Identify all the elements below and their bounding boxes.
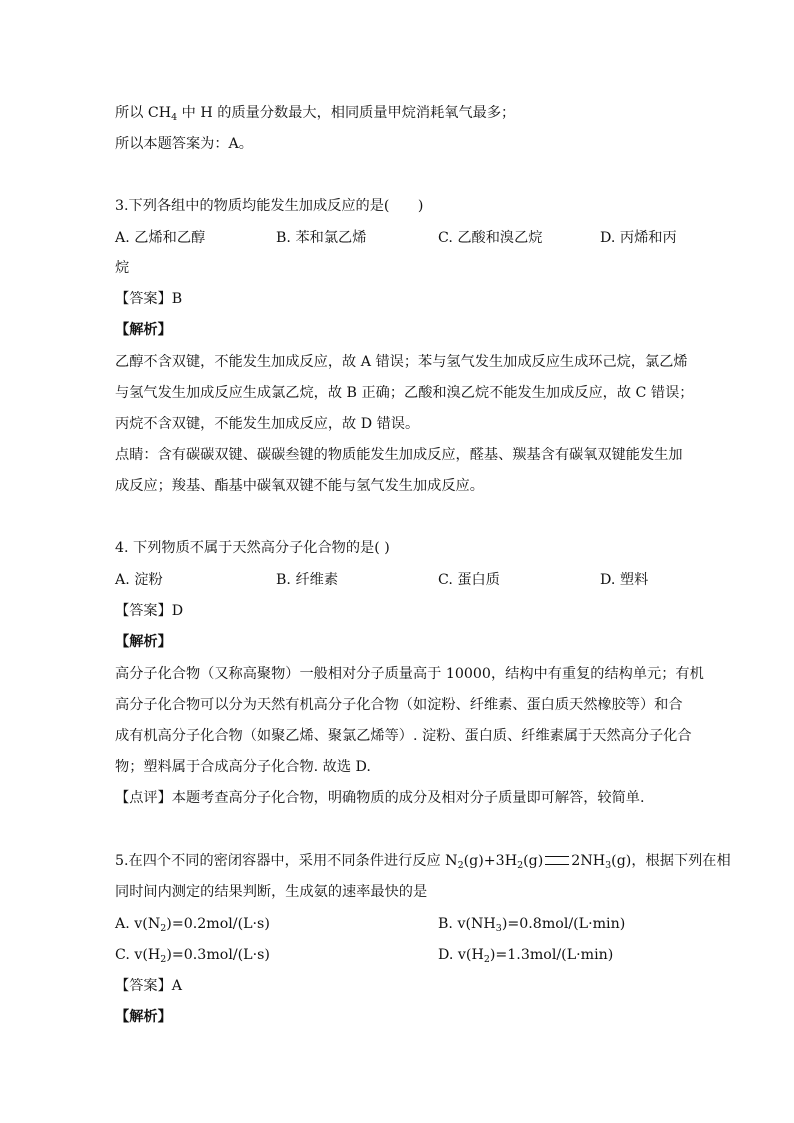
q3-option-d: D. 丙烯和丙 — [600, 230, 677, 246]
q3-option-c: C. 乙酸和溴乙烷 — [438, 230, 543, 246]
q4-analysis-label: 【解析】 — [115, 634, 172, 650]
q5-option-a: A. $v(N_2)=0.2mol/(L\cdot s)$ — [115, 916, 270, 934]
q4-answer: 【答案】D — [115, 603, 184, 619]
q5-option-b: B. $v(NH_3)=0.8mol/(L\cdot\min)$ — [438, 916, 626, 934]
q3-option-d-wrap: 烷 — [115, 260, 130, 276]
subscript: 2 — [483, 954, 490, 965]
subscript: 2 — [517, 860, 524, 871]
intro-text: 所以 CH — [115, 105, 172, 121]
q3-option-b: B. 苯和氯乙烯 — [276, 230, 367, 246]
q5-analysis-label: 【解析】 — [115, 1009, 172, 1025]
stem-text: (g)，根据下列在相 — [611, 853, 731, 869]
stem-text: (g)+3H — [463, 853, 518, 869]
q4-option-d: D. 塑料 — [600, 572, 649, 588]
q3-option-a: A. 乙烯和乙醇 — [115, 230, 206, 246]
subscript: 4 — [171, 112, 178, 123]
q3-analysis-line-2: 与氢气发生加成反应生成氯乙烷，故 B 正确；乙酸和溴乙烷不能发生加成反应，故 C 错误； — [115, 385, 694, 401]
subscript: 3 — [495, 923, 502, 934]
q4-analysis-line-2: 高分子化合物可以分为天然有机高分子化合物（如淀粉、纤维素、蛋白质天然橡胶等）和合 — [115, 697, 683, 713]
equilibrium-arrow-icon — [545, 856, 569, 865]
question-5-stem-line-2: 同时间内测定的结果判断，生成氨的速率最快的是 — [115, 884, 428, 900]
q3-answer: 【答案】B — [115, 291, 183, 307]
question-4-stem: 4. 下列物质不属于天然高分子化合物的是( ) — [115, 540, 390, 556]
q3-analysis-line-1: 乙醇不含双键，不能发生加成反应，故 A 错误；苯与氢气发生加成反应生成环己烷，氯乙烯 — [115, 354, 688, 370]
question-3-stem: 3.下列各组中的物质均能发生加成反应的是( ) — [115, 198, 424, 214]
q4-option-a: A. 淀粉 — [115, 572, 163, 588]
q4-comment: 【点评】本题考查高分子化合物，明确物质的成分及相对分子质量即可解答，较简单. — [115, 790, 645, 806]
q4-option-c: C. 蛋白质 — [438, 572, 500, 588]
question-5-stem-line-1 — [115, 851, 731, 871]
subscript: 2 — [160, 923, 167, 934]
q4-analysis-line-1: 高分子化合物（又称高聚物）一般相对分子质量高于 10000，结构中有重复的结构单元；有机 — [115, 666, 704, 682]
subscript: 2 — [457, 860, 464, 871]
q5-answer: 【答案】A — [115, 978, 182, 994]
q3-note-line-2: 成反应；羧基、酯基中碳氧双键不能与氢气发生加成反应。 — [115, 478, 484, 494]
q4-analysis-line-4: 物；塑料属于合成高分子化合物. 故选 D. — [115, 759, 371, 775]
q4-option-b: B. 纤维素 — [276, 572, 339, 588]
q3-note-line-1: 点睛：含有碳碳双键、碳碳叁键的物质能发生加成反应，醛基、羰基含有碳氧双键能发生加 — [115, 447, 683, 463]
q3-analysis-label: 【解析】 — [115, 322, 172, 338]
q3-analysis-line-3: 丙烷不含双键，不能发生加成反应，故 D 错误。 — [115, 416, 420, 432]
intro-line-1 — [115, 103, 515, 123]
q4-analysis-line-3: 成有机高分子化合物（如聚乙烯、聚氯乙烯等）. 淀粉、蛋白质、纤维素属于天然高分子化合 — [115, 728, 692, 744]
stem-text: 5.在四个不同的密闭容器中，采用不同条件进行反应 N — [115, 853, 458, 869]
intro-text: 中 H 的质量分数最大，相同质量甲烷消耗氧气最多； — [177, 105, 516, 121]
stem-text: 2NH — [571, 853, 606, 869]
intro-line-2: 所以本题答案为：A。 — [115, 136, 253, 152]
q5-option-d: D. $v(H_2)=1.3mol/(L\cdot\min)$ — [438, 947, 614, 965]
subscript: 2 — [160, 954, 167, 965]
subscript: 3 — [605, 860, 612, 871]
stem-text: (g) — [523, 853, 544, 869]
q5-option-c: C. $v(H_2)=0.3mol/(L\cdot s)$ — [115, 947, 270, 965]
